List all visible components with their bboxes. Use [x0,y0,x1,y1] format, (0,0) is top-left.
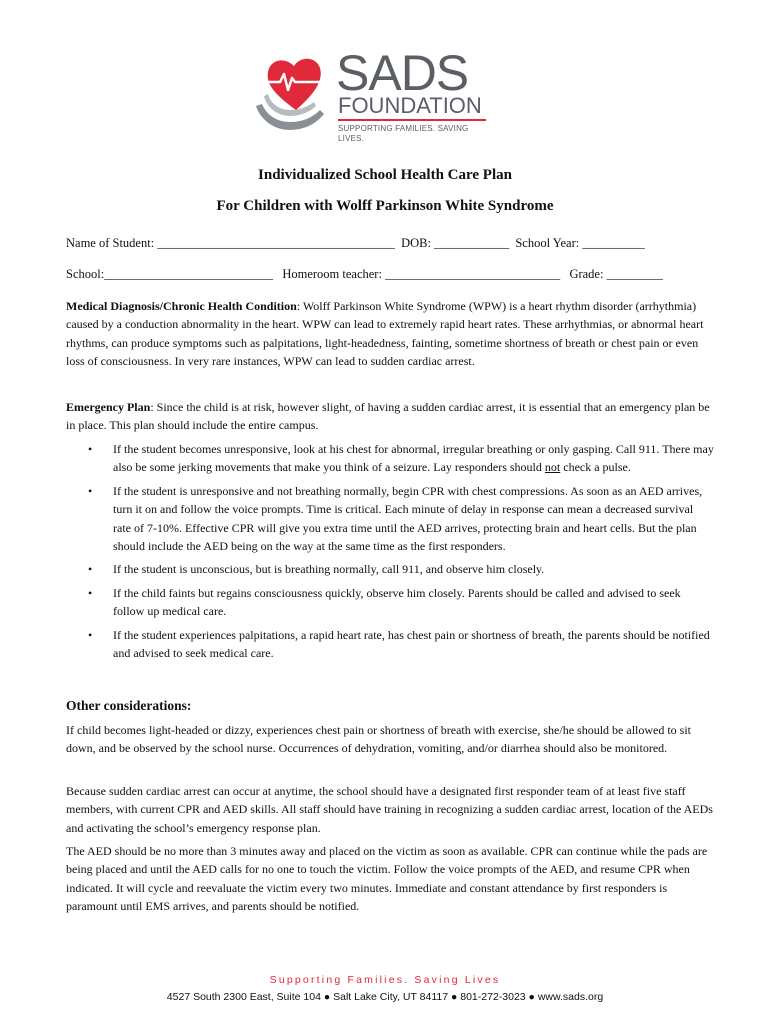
school-year-blank[interactable]: __________ [582,236,645,250]
other-considerations-heading: Other considerations: [66,698,192,713]
bullet-text: If the student is unconscious, but is breathing normally, call 911, and observe him closely. [113,562,545,577]
bullet-text: If the student is unresponsive and not breathing normally, begin CPR with chest compressions. As soon as an AED arrives, turn it on and follow the voice prompts. Time is critical. Each minute of delay in response can mean a decreased survival rate of 7-10%. Effective CPR will give you extra time until the AED arrives, protecting brain and heart cells. But the plan should include the AED being on the way at the same time as the first responders. [113,483,703,554]
bullet-text: If the student experiences palpitations, a rapid heart rate, has chest pain or shortness of breath, the parents should be notified and advised to seek medical care. [113,627,710,661]
school-blank[interactable]: ___________________________ [104,267,273,281]
list-item [66,626,714,663]
list-item [66,584,714,621]
footer-tagline: Supporting Families. Saving Lives [269,974,501,986]
other-paragraph-1: If child becomes light-headed or dizzy, experiences chest pain or shortness of breath with exercise, she/he should be allowed to sit down, and be observed by the school nurse. Occurrences of dehydration, vomiting, and/or diarrhea should also be monitored. [66,723,692,756]
diagnosis-paragraph [66,297,714,371]
document-subtitle: For Children with Wolff Parkinson White Syndrome [216,198,554,214]
sads-logo [254,45,494,143]
bullet-icon: • [88,585,93,600]
emergency-bullet-list [66,440,714,667]
emergency-paragraph [66,398,714,435]
bullet-icon: • [88,562,93,577]
grade-label: Grade: [560,267,607,281]
bullet-icon: • [88,627,93,642]
name-blank[interactable]: ______________________________________ [157,236,395,250]
grade-blank[interactable]: _________ [606,267,663,281]
name-label: Name of Student: [66,236,158,250]
list-item [66,560,714,578]
school-year-label: School Year: [509,236,583,250]
logo-tagline: SUPPORTING FAMILIES. SAVING LIVES. [338,124,469,143]
footer-address: 4527 South 2300 East, Suite 104 ● Salt Lake City, UT 84117 ● 801-272-3023 ● www.sads.org [166,991,604,1003]
homeroom-label: Homeroom teacher: [272,267,386,281]
bullet-underline: not [544,460,561,475]
list-item [66,482,714,556]
fields-row-1 [66,235,645,251]
dob-label: DOB: [394,236,435,250]
heart-hands-icon [254,48,338,140]
emergency-label: Emergency Plan [66,400,151,414]
other-paragraph-2: Because sudden cardiac arrest can occur at anytime, the school should have a designated first responder team of at least five staff members, with current CPR and AED skills. All staff should have training in recognizing a sudden cardiac arrest, location of the AEDs and activating the school’s emergency response plan. [66,784,713,835]
logo-divider [338,119,486,121]
bullet-text: check a pulse. [560,460,631,475]
list-item [66,440,714,477]
fields-row-2 [66,266,663,282]
logo-foundation: FOUNDATION [338,93,482,118]
bullet-text: If the child faints but regains consciousness quickly, observe him closely. Parents should be called and advised to seek follow up medical care. [113,585,681,619]
diagnosis-label: Medical Diagnosis/Chronic Health Condition [66,299,297,313]
other-paragraph-3: The AED should be no more than 3 minutes away and placed on the victim as soon as available. CPR can continue while the pads are being placed and until the AED calls for no one to touch the victim. Follow the voice prompts of the AED, and resume CPR when indicated. It will cycle and reevaluate the victim every two minutes. Immediate and constant attendance by first responders is paramount until EMS arrives, and parents should be notified. [66,844,708,914]
document-title: Individualized School Health Care Plan [258,167,512,183]
bullet-text: If the student becomes unresponsive, look at his chest for abnormal, irregular breathing or only gasping. Call 911. There may also be some jerking movements that make you think of a seizure. Lay responders should [113,442,714,475]
diagnosis-text: : Wolff Parkinson White Syndrome (WPW) is a heart rhythm disorder (arrhythmia) caused by a conduction abnormality in the heart. WPW can lead to extremely rapid heart rates. These arrhythmias, or abnormal heart rhythms, can produce symptoms such as palpitations, light-headedness, fainting, sometime shortness of breath or chest pain or even loss of consciousness. In very rare instances, WPW can lead to sudden cardiac arrest. [66,299,704,369]
homeroom-blank[interactable]: ____________________________ [385,267,561,281]
bullet-icon: • [88,483,93,498]
dob-blank[interactable]: ____________ [434,236,510,250]
bullet-icon: • [88,442,93,456]
emergency-text: : Since the child is at risk, however slight, of having a sudden cardiac arrest, it is essential that an emergency plan be in place. This plan should include the entire campus. [66,400,710,433]
school-label: School: [66,267,105,281]
logo-wordmark: SADS [336,45,469,101]
